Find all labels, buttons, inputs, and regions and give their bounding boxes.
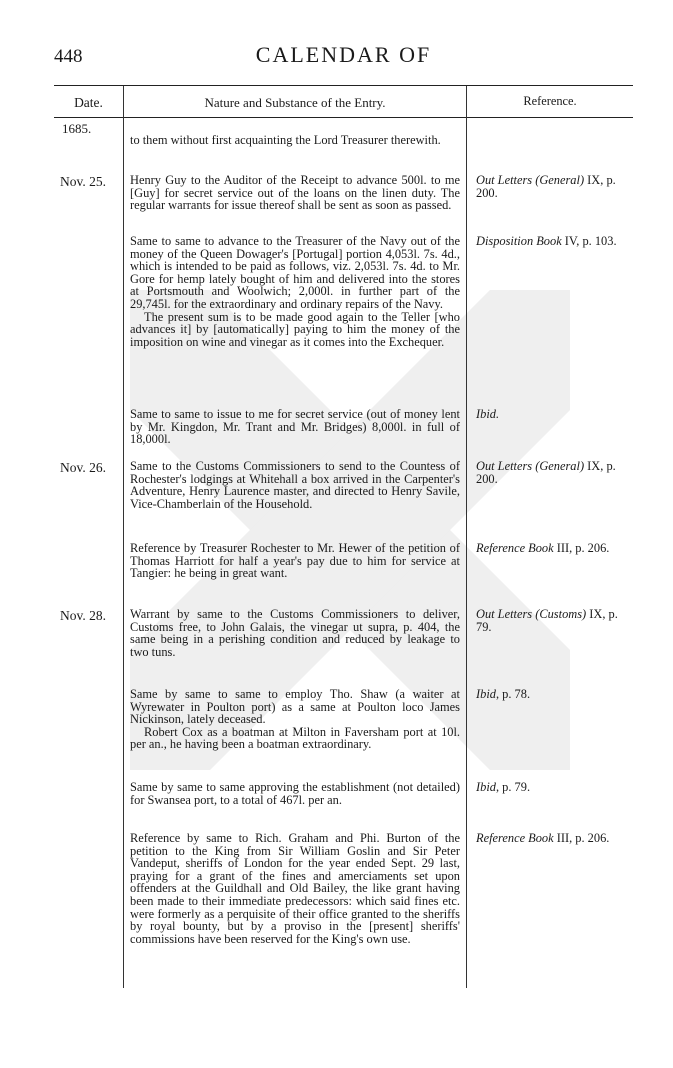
entry-text [130,235,460,348]
column-divider-reference [466,86,467,988]
entry-text [130,542,460,580]
entry-text [130,608,460,658]
entry-text [130,134,460,147]
entry-reference: Ibid, p. 78. [476,687,531,701]
entry-paragraph: Same by same to same to employ Tho. Shaw (a waiter at Wyrewater in Poulton port) as a same at Poulton loco James Nickinson, lately deceased. [130,687,460,727]
entry-date: Nov. 25. [60,174,106,189]
entry-reference: Disposition Book IV, p. 103. [476,234,617,248]
column-header-date: Date. [74,95,103,110]
entry-paragraph: Henry Guy to the Auditor of the Receipt to advance 500l. to me [Guy] for secret service out of the loans on the linen duty. The regular warrants for issue thereof shall be sent as soon as passed. [130,173,460,213]
entry-paragraph: The present sum is to be made good again to the Teller [who advances it] by [automatically] paying to him the money of the imposition on wine and vinegar as it comes into the Exchequer. [130,309,460,349]
entry-text [130,832,460,945]
entry-paragraph: Same to the Customs Commissioners to send to the Countess of Rochester's lodgings at Whitehall a box arrived in the Carpenter's Adventure, Henry Laurence master, and directed to Henry Savile, Vice-Chamberlain of the Household. [130,459,460,511]
entry-text [130,781,460,806]
column-divider-date [123,86,124,988]
entry-paragraph: Same to same to issue to me for secret service (out of money lent by Mr. Kingdon, Mr. Trant and Mr. Bridges) 8,000l. in full of 18,000l. [130,407,460,447]
entry-reference: Ibid. [476,407,500,421]
page-header [54,40,633,70]
year-label: 1685. [62,121,92,136]
page-number: 448 [54,46,83,67]
entry-reference: Out Letters (Customs) IX, p. 79. [476,607,618,634]
entry-paragraph: Same to same to advance to the Treasurer of the Navy out of the money of the Queen Dowager's [Portugal] portion 4,053l. 7s. 4d., which is intended to be paid as follows, viz. 2,053l. 7s. 4d. to Mr. Gore for hemp lately bought of him and delivered into the stores at Portsmouth and Woolwich; 2,000l. in further part of the 29,745l. for the extraordinary and ordinary repairs of the Navy. [130,234,460,311]
running-title: CALENDAR OF [255,42,432,67]
column-header-reference: Reference. [523,94,577,108]
entry-reference: Out Letters (General) IX, p. 200. [476,173,616,200]
entry-date: Nov. 26. [60,460,106,475]
entry-reference: Ibid, p. 79. [476,780,531,794]
entry-text [130,174,460,212]
entry-reference: Out Letters (General) IX, p. 200. [476,459,616,486]
entry-paragraph: Robert Cox as a boatman at Milton in Faversham port at 10l. per an., he having been a boatman extraordinary. [130,724,460,752]
entry-paragraph: to them without first acquainting the Lord Treasurer therewith. [130,133,441,147]
entry-text [130,460,460,510]
entry-paragraph: Same by same to same approving the establishment (not detailed) for Swansea port, to a total of 467l. per an. [130,780,460,807]
entry-reference: Reference Book III, p. 206. [476,541,610,555]
entry-text [130,408,460,446]
entry-paragraph: Reference by Treasurer Rochester to Mr. Hewer of the petition of Thomas Harriott for half a year's pay due to him for service at Tangier: he being in great want. [130,541,460,581]
entry-paragraph: Reference by same to Rich. Graham and Phi. Burton of the petition to the King from Sir William Goslin and Sir Peter Vandeput, sheriffs of London for the year ended Sept. 29 last, praying for a grant of the fines and amerciaments set upon offenders at the Guildhall and Old Bailey, the like grant having been made to their immediate predecessors: which said fines etc. were formerly as a perquisite of their office granted to the sheriffs by royal bounty, but by a proviso in the [present] sheriffs' commissions have been reserved for the King's own use. [130,831,460,946]
entry-date: Nov. 28. [60,608,106,623]
entry-paragraph: Warrant by same to the Customs Commissioners to deliver, Customs free, to John Galais, the vinegar ut supra, p. 404, the same being in a perishing condition and reduced by leakage to two tuns. [130,607,460,659]
table-header-rule [54,117,633,118]
column-header-nature: Nature and Substance of the Entry. [204,95,386,110]
entry-reference: Reference Book III, p. 206. [476,831,610,845]
table-top-rule [54,85,633,86]
entry-text [130,688,460,751]
